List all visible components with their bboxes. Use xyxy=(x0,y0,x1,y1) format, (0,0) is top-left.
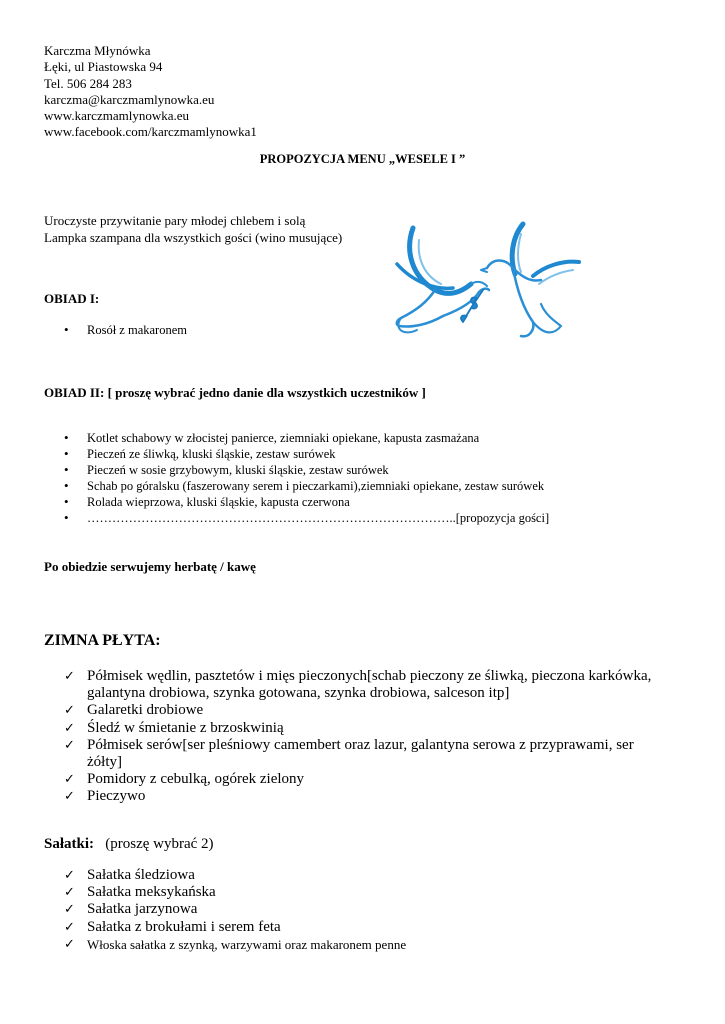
item-text: Pieczywo xyxy=(87,788,146,805)
item-text: Półmisek wędlin, pasztetów i mięs pieczonych[schab pieczony ze śliwką, pieczona karkówka, galantyna drobiowa, szynka gotowana, szynka drobiowa, salceson itp] xyxy=(87,668,652,702)
list-item: • Rolada wieprzowa, kluski śląskie, kapusta czerwona xyxy=(44,494,549,510)
address: Łęki, ul Piastowska 94 xyxy=(44,59,163,75)
check-icon: ✓ xyxy=(64,868,75,883)
after-dinner-note: Po obiedzie serwujemy herbatę / kawę xyxy=(44,559,256,574)
welcome-block xyxy=(44,213,342,246)
check-icon: ✓ xyxy=(64,703,75,719)
list-item xyxy=(64,867,406,884)
list-item: • Pieczeń w sosie grzybowym, kluski śląskie, zestaw surówek xyxy=(44,462,549,478)
list-item xyxy=(64,771,664,788)
obiad-1-heading: OBIAD I: xyxy=(44,291,100,306)
welcome-line: Lampka szampana dla wszystkich gości (wino musujące) xyxy=(44,229,343,245)
obiad-2-list xyxy=(44,430,549,526)
obiad-2-heading: OBIAD II: [ proszę wybrać jedno danie dla wszystkich uczestników ] xyxy=(44,385,426,400)
list-item: • Pieczeń ze śliwką, kluski śląskie, zestaw surówek xyxy=(44,446,549,462)
list-item: • Schab po góralsku (faszerowany serem i pieczarkami),ziemniaki opiekane, zestaw surówek xyxy=(44,478,549,494)
check-icon: ✓ xyxy=(64,902,75,918)
doves-illustration xyxy=(383,218,583,346)
item-text: Sałatka jarzynowa xyxy=(87,901,198,918)
item-text: Sałatka śledziowa xyxy=(87,867,195,883)
salatki-heading xyxy=(44,836,214,853)
item-text: Śledź w śmietanie z brzoskwinią xyxy=(87,719,284,736)
zimna-plyta-list xyxy=(64,668,664,806)
phone: Tel. 506 284 283 xyxy=(44,75,132,91)
salatki-list xyxy=(64,867,406,953)
list-item xyxy=(64,919,406,936)
check-icon: ✓ xyxy=(64,936,75,952)
list-item: • Rosół z makaronem xyxy=(44,322,187,338)
check-icon: ✓ xyxy=(64,919,75,935)
list-item: • Kotlet schabowy w złocistej panierce, ziemniaki opiekane, kapusta zasmażana xyxy=(44,430,549,446)
list-item xyxy=(64,737,664,771)
salatki-title: Sałatki: xyxy=(44,836,95,852)
salatki-note: (proszę wybrać 2) xyxy=(105,836,214,852)
email: karczma@karczmamlynowka.eu xyxy=(44,91,215,107)
list-item xyxy=(64,788,664,805)
welcome-line: Uroczyste przywitanie pary młodej chlebem i solą xyxy=(44,213,306,228)
check-icon: ✓ xyxy=(64,720,75,736)
facebook-url: www.facebook.com/karczmamlynowka1 xyxy=(44,124,257,140)
item-text: Sałatka meksykańska xyxy=(87,884,216,901)
check-icon: ✓ xyxy=(64,737,75,753)
website: www.karczmamlynowka.eu xyxy=(44,108,189,124)
item-text: Półmisek serów[ser pleśniowy camembert oraz lazur, galantyna serowa z przyprawami, ser żółty] xyxy=(87,736,634,771)
list-item xyxy=(64,702,664,719)
list-item xyxy=(64,901,406,918)
item-text: Pomidory z cebulką, ogórek zielony xyxy=(87,771,305,788)
item-text: Sałatka z brokułami i serem feta xyxy=(87,918,281,935)
restaurant-name: Karczma Młynówka xyxy=(44,43,151,58)
obiad-1-list xyxy=(44,322,187,338)
check-icon: ✓ xyxy=(64,772,75,788)
list-item xyxy=(64,884,406,901)
check-icon: ✓ xyxy=(64,789,75,805)
list-item xyxy=(64,668,664,702)
list-item: • ……………………………………………………………………………..[propozycja gości] xyxy=(44,510,549,526)
item-text: Włoska sałatka z szynką, warzywami oraz makaronem penne xyxy=(87,936,407,952)
zimna-plyta-heading: ZIMNA PŁYTA: xyxy=(44,632,161,649)
list-item xyxy=(64,936,406,953)
contact-block xyxy=(44,43,257,141)
page-title: PROPOZYCJA MENU „WESELE I ” xyxy=(259,152,466,166)
check-icon: ✓ xyxy=(64,669,75,684)
list-item xyxy=(64,720,664,737)
check-icon: ✓ xyxy=(64,885,75,901)
item-text: Galaretki drobiowe xyxy=(87,702,204,719)
